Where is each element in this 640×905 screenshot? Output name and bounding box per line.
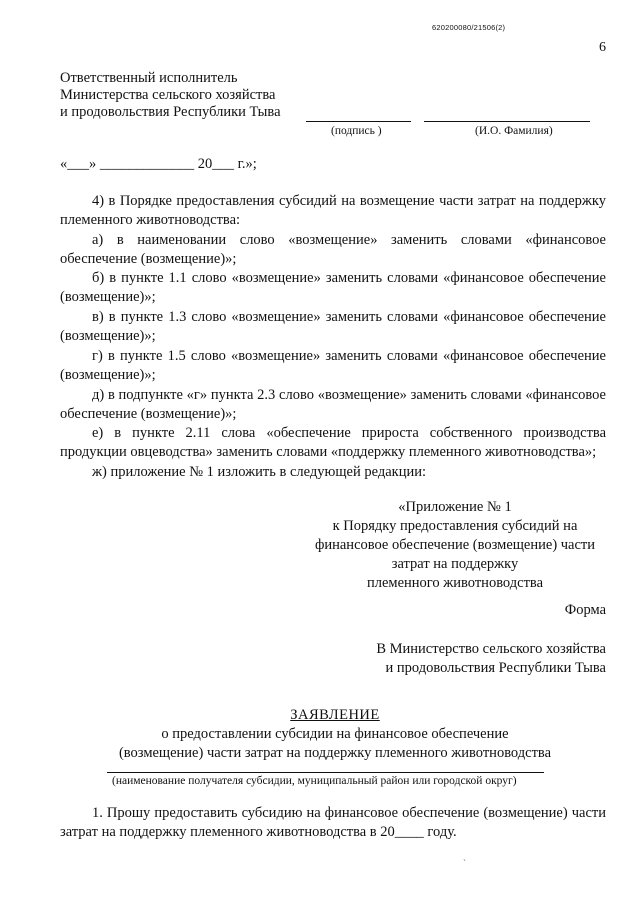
recipient-line xyxy=(107,772,544,773)
document-id: 620200080/21506(2) xyxy=(432,23,506,32)
application-subtitle-2: (возмещение) части затрат на поддержку племенного животноводства xyxy=(118,745,552,761)
executor-block xyxy=(60,70,281,121)
appendix-line-4: затрат на поддержку xyxy=(391,556,519,572)
scan-mark: ˏ xyxy=(463,851,466,861)
addressee-line-1: В Министерство сельского хозяйства xyxy=(376,641,606,657)
application-subtitle-1: о предоставлении субсидии на финансовое обеспечение xyxy=(161,726,509,742)
appendix-line-2: к Порядку предоставления субсидий на xyxy=(332,518,578,534)
appendix-line-1: «Приложение № 1 xyxy=(398,499,512,515)
application-item-1: 1. Прошу предоставить субсидию на финансовое обеспечение (возмещение) части затрат на поддержку племенного животноводства в 20____ году. xyxy=(60,805,606,840)
paragraph-e: е) в пункте 2.11 слова «обеспечение прироста собственного производства продукции овцеводства» заменить словами «поддержку племенного животноводства»; xyxy=(60,425,606,460)
application-title: ЗАЯВЛЕНИЕ xyxy=(290,707,380,723)
paragraph-zh: ж) приложение № 1 изложить в следующей редакции: xyxy=(92,464,427,480)
signature-caption: (подпись ) xyxy=(331,125,382,137)
addressee-block xyxy=(300,640,606,678)
name-caption: (И.О. Фамилия) xyxy=(475,125,553,137)
paragraph-d: д) в подпункте «г» пункта 2.3 слово «возмещение» заменить словами «финансовое обеспечение (возмещение)»; xyxy=(60,387,606,422)
name-line xyxy=(424,121,590,122)
appendix-header xyxy=(300,498,610,593)
appendix-line-5: племенного животноводства xyxy=(366,575,544,591)
paragraph-g: г) в пункте 1.5 слово «возмещение» заменить словами «финансовое обеспечение (возмещение)»; xyxy=(60,348,606,383)
page-number: 6 xyxy=(599,40,606,55)
paragraph-4: 4) в Порядке предоставления субсидий на возмещение части затрат на поддержку племенного животноводства: xyxy=(60,193,606,228)
paragraph-b: б) в пункте 1.1 слово «возмещение» заменить словами «финансовое обеспечение (возмещение)»; xyxy=(60,270,606,305)
date-line: «___» _____________ 20___ г.»; xyxy=(60,156,257,172)
paragraph-v: в) в пункте 1.3 слово «возмещение» заменить словами «финансовое обеспечение (возмещение)»; xyxy=(60,309,606,344)
executor-line-2: Министерства сельского хозяйства xyxy=(60,87,276,103)
executor-line-1: Ответственный исполнитель xyxy=(60,70,238,86)
form-label: Форма xyxy=(564,602,606,618)
signature-line xyxy=(306,121,411,122)
executor-line-3: и продовольствия Республики Тыва xyxy=(60,104,281,120)
appendix-line-3: финансовое обеспечение (возмещение) части xyxy=(314,537,596,553)
addressee-line-2: и продовольствия Республики Тыва xyxy=(385,660,606,676)
paragraph-a: а) в наименовании слово «возмещение» заменить словами «финансовое обеспечение (возмещение)»; xyxy=(60,232,606,267)
recipient-caption: (наименование получателя субсидии, муниципальный район или городской округ) xyxy=(112,775,517,787)
application-heading xyxy=(60,706,610,763)
